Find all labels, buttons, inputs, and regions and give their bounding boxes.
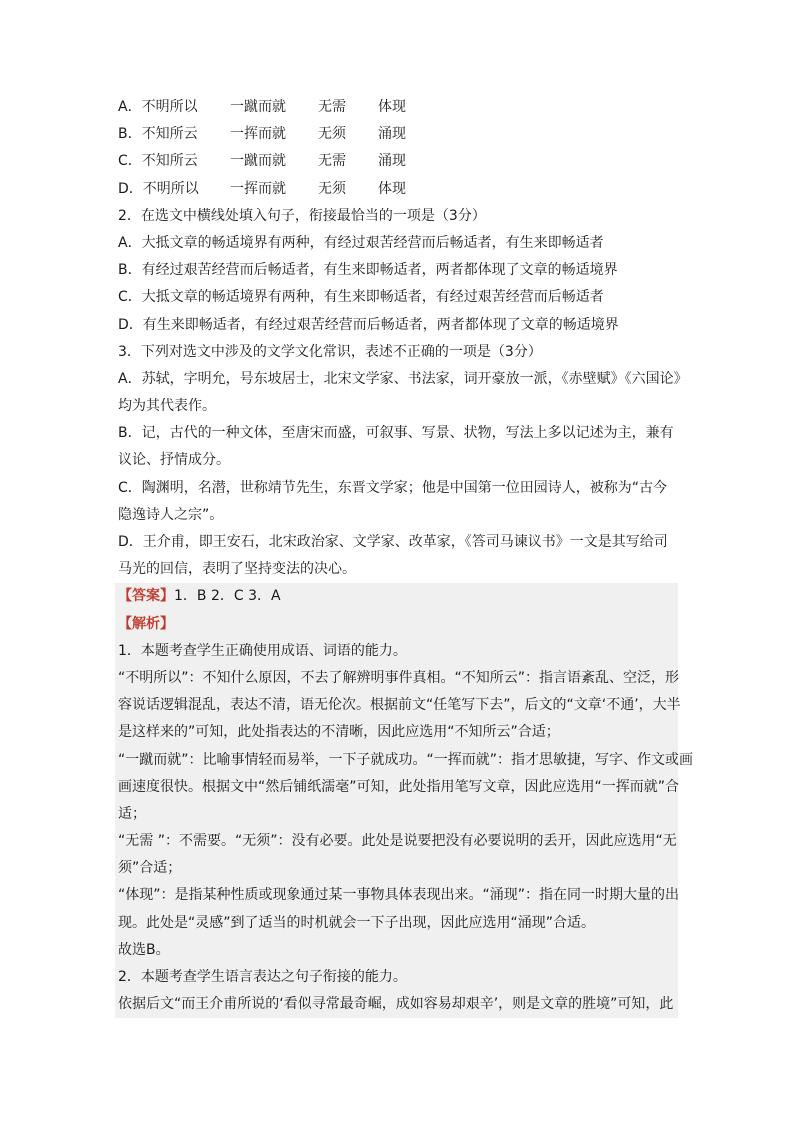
answer-tag: 【答案】: [118, 588, 174, 605]
option-word: 一蹴而就: [230, 99, 286, 115]
q3-stem: 3．下列对选文中涉及的文学文化常识，表述不正确的一项是（3分）: [118, 343, 542, 360]
option-label: B．不知所云: [118, 126, 198, 143]
q2-option-a: A．大抵文章的畅适境界有两种，有经过艰苦经营而后畅适者，有生来即畅适者: [118, 234, 604, 251]
q3-option-c-line2: 隐逸诗人之宗”。: [118, 506, 224, 523]
analysis-line: 现。此处是“灵感”到了适当的时机就会一下子出现，因此应选用“涌现”合适。: [118, 914, 596, 931]
analysis-line: 1．本题考查学生正确使用成语、词语的能力。: [118, 642, 407, 659]
analysis-line: 适；: [118, 805, 146, 822]
option-label: C．不知所云: [118, 153, 198, 170]
analysis-heading: [118, 611, 678, 638]
analysis-line: 2．本题考查学生语言表达之句子衔接的能力。: [118, 969, 407, 985]
q3-option-c-line1: C．陶渊明，名潜，世称靖节先生，东晋文学家；他是中国第一位田园诗人，被称为“古今: [118, 479, 668, 496]
q3-option-b-line2: 议论、抒情成分。: [118, 452, 230, 469]
option-word: 无须: [318, 180, 346, 197]
option-word: 无须: [318, 126, 346, 143]
q3-option-d-line2: 马光的回信，表明了坚持变法的决心。: [118, 561, 356, 578]
option-label: A．不明所以: [118, 99, 198, 115]
analysis-line: 故选B。: [118, 941, 170, 958]
analysis-line: 须”合适；: [118, 860, 182, 877]
option-word: 一挥而就: [230, 180, 286, 197]
analysis-line: 容说话逻辑混乱，表达不清，语无伦次。根据前文“任笔写下去”，后文的“文章‘不通’，大半: [118, 697, 681, 714]
analysis-line: 是这样来的”可知，此处指表达的不清晰，因此应选用“不知所云”合适；: [118, 724, 560, 741]
q3-option-d-line1: D．王介甫，即王安石，北宋政治家、文学家、改革家，《答司马谏议书》一文是其写给司: [118, 534, 668, 550]
answer-section: [115, 583, 694, 1018]
q2-option-d: D．有生来即畅适者，有经过艰苦经营而后畅适者，两者都体现了文章的畅适境界: [118, 316, 619, 333]
analysis-line: “体现”：是指某种性质或现象通过某一事物具体表现出来。“涌现”：指在同一时期大量的出: [118, 887, 680, 904]
analysis-tag: 【解析】: [118, 615, 174, 632]
option-word: 一蹴而就: [230, 153, 286, 170]
analysis-line: 画速度很快。根据文中“然后铺纸濡毫”可知，此处指用笔写文章，因此应选用“一挥而就”合: [118, 778, 680, 795]
option-word: 无需: [318, 99, 346, 115]
answer-line: [118, 583, 678, 610]
document-page: [118, 94, 694, 1018]
analysis-line: 依据后文“而王介甫所说的‘看似寻常最奇崛，成如容易却艰辛’，则是文章的胜境”可知，此: [118, 996, 674, 1013]
q1-option-b: [118, 121, 678, 148]
q3-option-a-line1: A．苏轼，字明允，号东坡居士，北宋文学家、书法家，词开豪放一派，《赤壁赋》《六国论》: [118, 370, 688, 387]
answer-text: 1．B 2．C 3．A: [174, 588, 281, 605]
option-word: 涌现: [378, 126, 406, 143]
q2-stem: 2．在选文中横线处填入句子，衔接最恰当的一项是（3分）: [118, 207, 486, 224]
q2-option-c: C．大抵文章的畅适境界有两种，有生来即畅适者，有经过艰苦经营而后畅适者: [118, 289, 604, 306]
option-word: 体现: [378, 99, 406, 115]
q1-option-a: [118, 94, 678, 121]
option-word: 涌现: [378, 153, 406, 170]
q3-option-b-line1: B．记，古代的一种文体，至唐宋而盛，可叙事、写景、状物，写法上多以记述为主，兼有: [118, 425, 674, 442]
option-word: 一挥而就: [230, 126, 286, 143]
analysis-line: “无需 ”：不需要。“无须”：没有必要。此处是说要把没有必要说明的丢开，因此应选用“无: [118, 833, 677, 850]
analysis-line: “一蹴而就”：比喻事情轻而易举，一下子就成功。“一挥而就”：指才思敏捷，写字、作文或画: [118, 751, 694, 768]
option-word: 无需: [318, 153, 346, 170]
q1-option-d: [118, 176, 678, 203]
q2-option-b: B．有经过艰苦经营而后畅适者，有生来即畅适者，两者都体现了文章的畅适境界: [118, 262, 618, 279]
option-label: D．不明所以: [118, 180, 199, 197]
q3-option-a-line2: 均为其代表作。: [118, 398, 216, 415]
option-word: 体现: [378, 180, 406, 197]
analysis-line: “不明所以”：不知什么原因，不去了解辨明事件真相。“不知所云”：指言语紊乱、空泛，形: [118, 669, 680, 686]
q1-option-c: [118, 148, 678, 175]
